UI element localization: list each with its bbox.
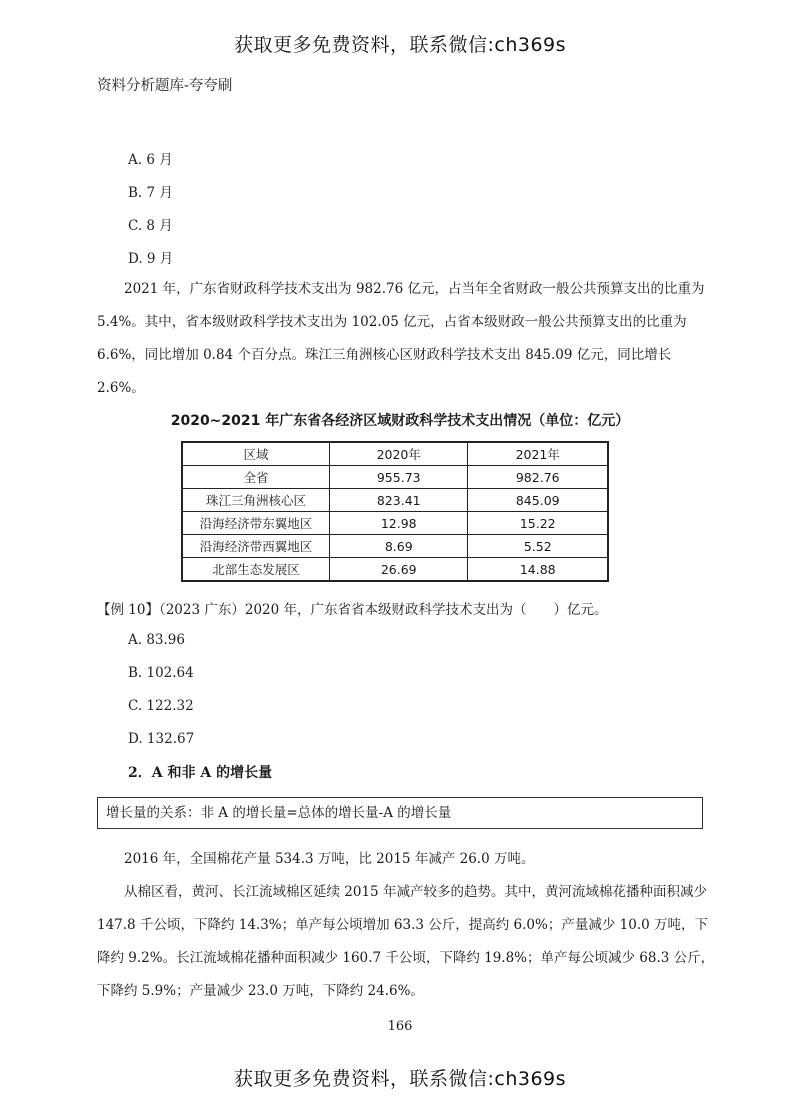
table-cell: 全省 [182, 466, 330, 489]
table-header-cell: 区域 [182, 442, 330, 466]
table-header-cell: 2020年 [330, 442, 468, 466]
answer-option-d: D. 132.67 [128, 731, 195, 747]
passage-science-spending: 2021 年，广东省财政科学技术支出为 982.76 亿元，占当年全省财政一般公共预算支出的比重为 5.4%。其中，省本级财政科学技术支出为 102.05 亿元，占省本级财政一般公共预算支出的比重为 6.6%，同比增加 0.84 个百分点。珠江三角洲核心区财政科学技术支出 845.09 亿元，同比增长 2.6%。 [97, 281, 705, 396]
formula-box: 增长量的关系：非 A 的增长量=总体的增长量-A 的增长量 [97, 797, 703, 829]
watermark-bottom: 获取更多免费资料，联系微信:ch369s [233, 1068, 567, 1090]
table-cell: 北部生态发展区 [182, 558, 330, 582]
page-header: 资料分析题库-夸夸刷 [97, 78, 233, 94]
table-cell: 14.88 [468, 558, 608, 582]
table-row [182, 466, 608, 489]
passage-cotton-total: 2016 年，全国棉花产量 534.3 万吨，比 2015 年减产 26.0 万吨。 [124, 851, 535, 867]
table-row [182, 489, 608, 512]
table-cell: 珠江三角洲核心区 [182, 489, 330, 512]
answer-option-c: C. 122.32 [128, 698, 194, 714]
table-cell: 845.09 [468, 489, 608, 512]
spending-table [181, 441, 609, 582]
table-cell: 8.69 [330, 535, 468, 558]
table-cell: 沿海经济带西翼地区 [182, 535, 330, 558]
option-d: D. 9 月 [128, 251, 174, 267]
table-cell: 15.22 [468, 512, 608, 535]
table-row [182, 512, 608, 535]
table-header-row [182, 442, 608, 466]
page-number: 166 [387, 1019, 413, 1034]
table-cell: 5.52 [468, 535, 608, 558]
table-cell: 沿海经济带东翼地区 [182, 512, 330, 535]
table-cell: 12.98 [330, 512, 468, 535]
table-title: 2020~2021 年广东省各经济区域财政科学技术支出情况（单位：亿元） [170, 413, 630, 429]
answer-option-a: A. 83.96 [128, 632, 185, 648]
table-cell: 26.69 [330, 558, 468, 582]
table-row [182, 558, 608, 582]
table-cell: 823.41 [330, 489, 468, 512]
table-cell: 982.76 [468, 466, 608, 489]
table-header-cell: 2021年 [468, 442, 608, 466]
passage-cotton-regions: 从棉区看，黄河、长江流域棉区延续 2015 年减产较多的趋势。其中，黄河流域棉花播种面积减少 147.8 千公顷，下降约 14.3%；单产每公顷增加 63.3 公斤，提高约 6.0%；产量减少 10.0 万吨，下降约 9.2%。长江流域棉花播种面积减少 160.7 千公顷，下降约 19.8%；单产每公顷减少 68.3 公斤，下降约 5.9%；产量减少 23.0 万吨，下降约 24.6%。 [97, 884, 715, 999]
watermark-top: 获取更多免费资料，联系微信:ch369s [233, 34, 567, 56]
answer-option-b: B. 102.64 [128, 665, 194, 681]
question-stem: 【例 10】（2023 广东）2020 年，广东省省本级财政科学技术支出为（ ）亿元。 [97, 602, 608, 618]
option-c: C. 8 月 [128, 218, 173, 234]
option-a: A. 6 月 [128, 152, 173, 168]
table-cell: 955.73 [330, 466, 468, 489]
section-title: 2．A 和非 A 的增长量 [128, 765, 273, 781]
table-row [182, 535, 608, 558]
option-b: B. 7 月 [128, 185, 173, 201]
